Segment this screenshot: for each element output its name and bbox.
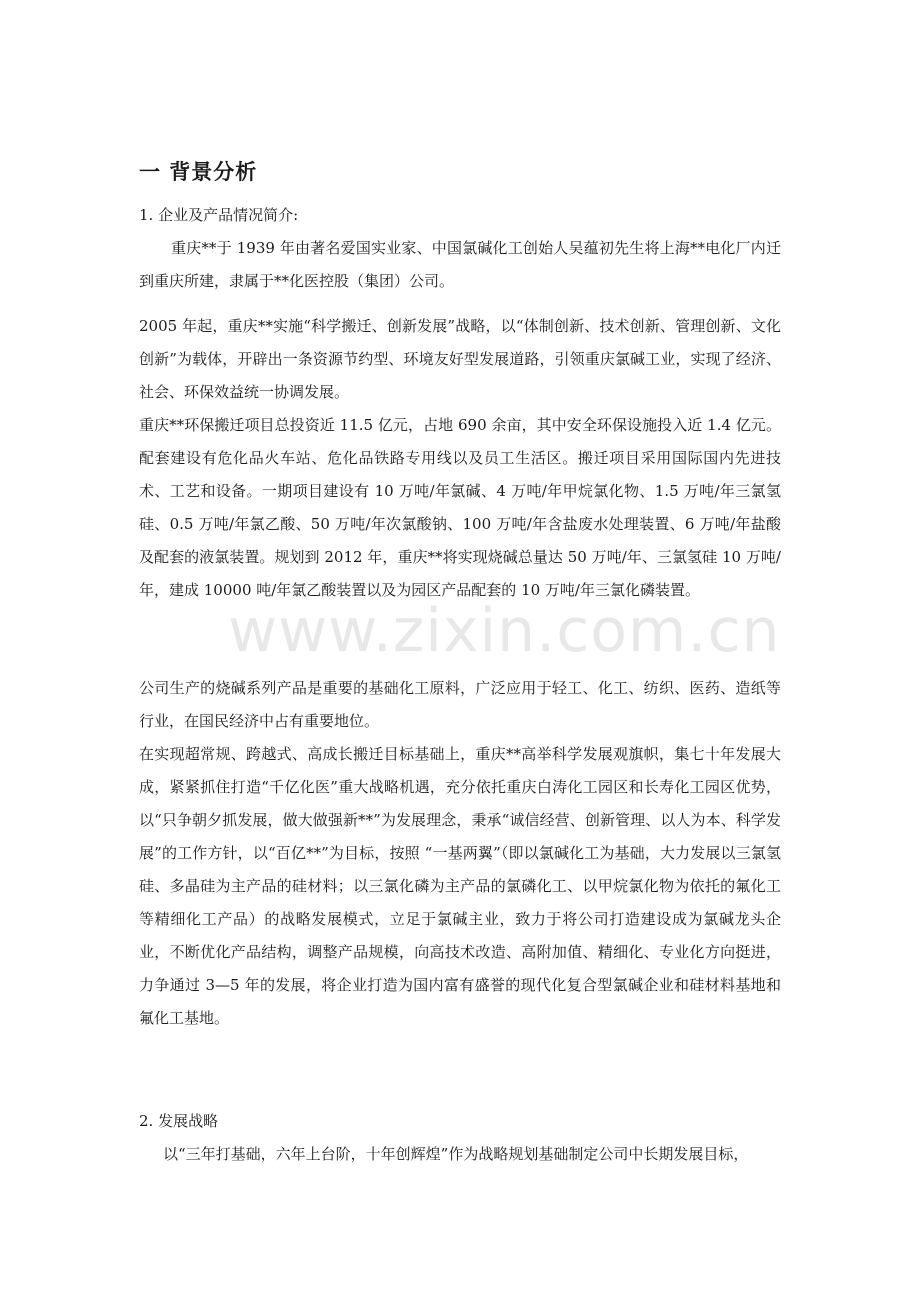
watermark: www.zixin.com.cn <box>228 596 781 666</box>
paragraph-1: 重庆**于 1939 年由著名爱国实业家、中国氯碱化工创始人吴蕴初先生将上海**电化厂内迁到重庆所建，隶属于**化医控股（集团）公司。 <box>139 239 781 290</box>
subsection-title-1: 1. 企业及产品情况简介: <box>139 206 299 224</box>
paragraph-4: 公司生产的烧碱系列产品是重要的基础化工原料，广泛应用于轻工、化工、纺织、医药、造纸等行业，在国民经济中占有重要地位。 <box>139 679 781 730</box>
paragraph-2: 2005 年起，重庆**实施“科学搬迁、创新发展”战略，以“体制创新、技术创新、管理创新、文化创新”为载体，开辟出一条资源节约型、环境友好型发展道路，引领重庆氯碱工业，实现了经济、社会、环保效益统一协调发展。 <box>139 317 781 401</box>
paragraph-5: 在实现超常规、跨越式、高成长搬迁目标基础上，重庆**高举科学发展观旗帜，集七十年发展大成，紧紧抓住打造“千亿化医”重大战略机遇，充分依托重庆白涛化工园区和长寿化工园区优势，以“只争朝夕抓发展，做大做强新**”为发展理念，秉承“诚信经营、创新管理、以人为本、科学发展”的工作方针，以“百亿**”为目标，按照 “一基两翼”（即以氯碱化工为基础，大力发展以三氯氢硅、多晶硅为主产品的硅材料；以三氯化磷为主产品的氯磷化工、以甲烷氯化物为依托的氟化工等精细化工产品）的战略发展模式，立足于氯碱主业，致力于将公司打造建设成为氯碱龙头企业，不断优化产品结构，调整产品规模，向高技术改造、高附加值、精细化、专业化方向挺进，力争通过 3—5 年的发展，将企业打造为国内富有盛誉的现代化复合型氯碱企业和硅材料基地和氟化工基地。 <box>139 745 781 1027</box>
paragraph-6: 以“三年打基础，六年上台阶，十年创辉煌”作为战略规划基础制定公司中长期发展目标， <box>163 1145 749 1163</box>
paragraph-3: 重庆**环保搬迁项目总投资近 11.5 亿元，占地 690 余亩，其中安全环保设施投入近 1.4 亿元。配套建设有危化品火车站、危化品铁路专用线以及员工生活区。搬迁项目采用国际国内先进技术、工艺和设备。一期项目建设有 10 万吨/年氯碱、4 万吨/年甲烷氯化物、1.5 万吨/年三氯氢硅、0.5 万吨/年氯乙酸、50 万吨/年次氯酸钠、100 万吨/年含盐废水处理装置、6 万吨/年盐酸及配套的液氯装置。规划到 2012 年，重庆**将实现烧碱总量达 50 万吨/年、三氯氢硅 10 万吨/年，建成 10000 吨/年氯乙酸装置以及为园区产品配套的 10 万吨/年三氯化磷装置。 <box>139 416 781 599</box>
section-heading: 一 背景分析 <box>139 160 258 184</box>
subsection-title-2: 2. 发展战略 <box>139 1112 219 1130</box>
